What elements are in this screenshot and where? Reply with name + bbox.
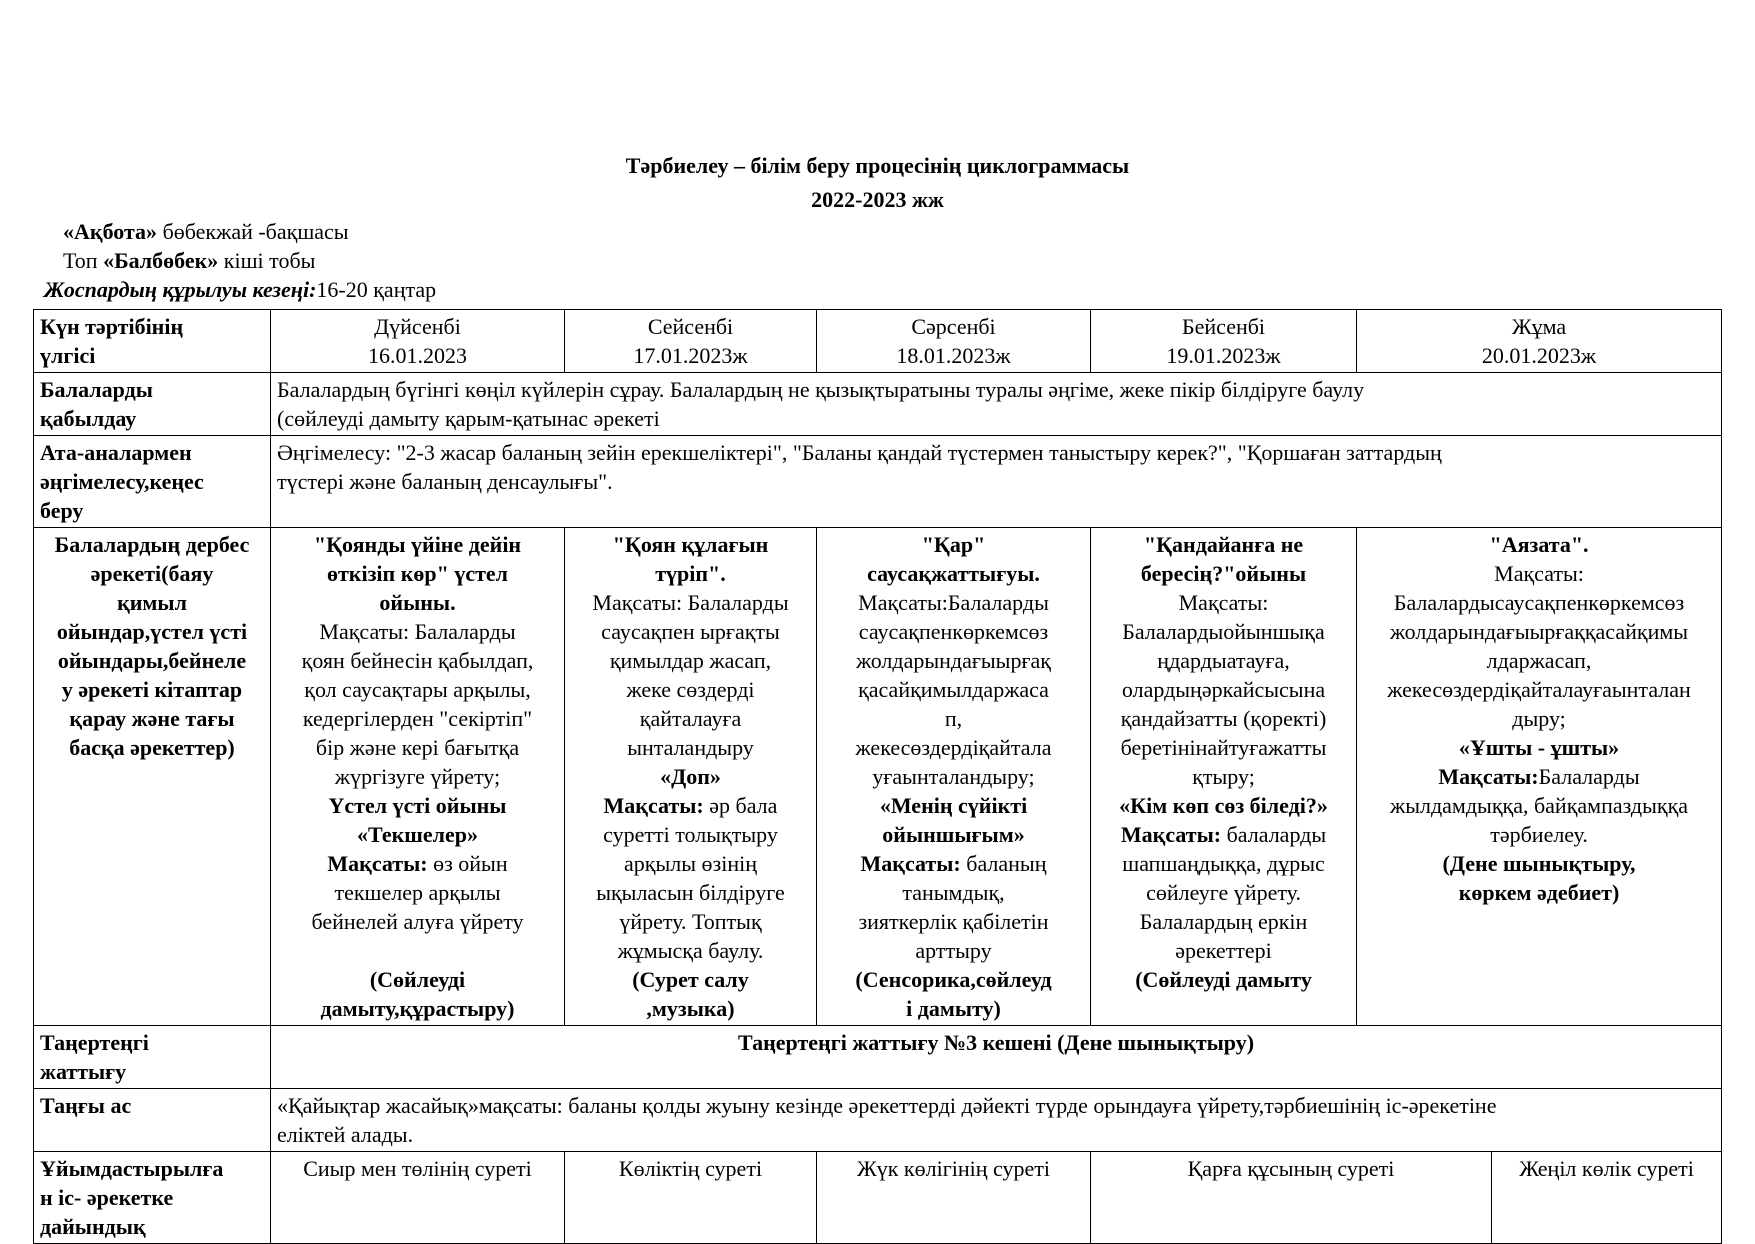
group-name: «Балбөбек» [103,248,219,273]
activity-tuesday [565,528,817,1026]
activity-line: жүргізуге үйрету; [334,764,501,789]
goal-label: Мақсаты: [603,793,704,818]
label-line: ойындары,бейнеле [57,648,247,673]
preparation-row [34,1152,1722,1244]
activity-line: кедергілерден "секіртіп" [302,706,533,731]
period-line [44,277,436,303]
activity-line: олардыңәркайсысына [1121,677,1326,702]
day-name: Жұма [1511,314,1567,339]
day-date: 17.01.2023ж [633,343,748,368]
kindergarten-type: бөбекжай -бақшасы [157,219,349,244]
activity-line: қоян бейнесін қабылдап, [301,648,534,673]
activity-line: Мақсаты:Балаларды [858,590,1049,615]
activity-area: (Сөйлеуді [369,967,466,992]
routine-corner-cell [34,310,271,373]
activity-line: жекесөздердіқайтала [855,735,1052,760]
parents-label [34,436,271,528]
goal-text: өз ойын [427,851,508,876]
preparation-tuesday: Көліктің суреті [565,1152,817,1244]
activity-line: зияткерлік қабілетін [858,909,1049,934]
day-date: 20.01.2023ж [1481,343,1597,368]
label-line: қабылдау [40,406,137,431]
activity-area: (Сенсорика,сөйлеуд [855,967,1052,992]
label-line: Балалардың дербес [54,532,250,557]
goal-line [1097,820,1350,849]
day-name: Сейсенбі [647,314,734,339]
activity-line: Мақсаты: [1494,561,1584,586]
activity-line: жұмысқа баулу. [617,938,764,963]
activity-title: "Қоянды үйіне дейін [313,532,522,557]
independent-activity-row [34,528,1722,1026]
activity-line: уғаынталандыру; [872,764,1035,789]
activity-area: көркем әдебиет) [1458,880,1620,905]
label-line: әңгімелесу,кеңес [40,469,204,494]
activity-title: ойыны. [379,590,456,615]
activity-line: қасайқимылдаржаса [858,677,1049,702]
activity-title: "Қоян құлағын [612,532,769,557]
activity-title: "Аязата". [1489,532,1589,557]
activity-line: қайталауға [639,706,742,731]
activity-line: жеке сөздерді [626,677,755,702]
label-line: әрекеті(баяу [90,561,214,586]
label-line: Ұйымдастырылға [40,1156,224,1181]
label-line: н іс- әрекетке [40,1185,174,1210]
preparation-label [34,1152,271,1244]
activity-wednesday [817,528,1091,1026]
period-label: Жоспардың құрылуы кезеңі: [44,277,317,302]
preparation-friday: Жеңіл көлік суреті [1492,1152,1722,1244]
activity-line: қандайзатты (қоректі) [1120,706,1327,731]
label-line: қимыл [117,590,187,615]
activity-line: текшелер арқылы [334,880,501,905]
reception-row [34,373,1722,436]
preparation-thursday: Қарға құсының суреті [1091,1152,1492,1244]
activity-title: «Менің сүйікті [879,793,1028,818]
goal-text: Балаларды [1538,764,1640,789]
day-name: Сәрсенбі [911,314,996,339]
label-line: Балаларды [40,377,153,402]
reception-label [34,373,271,436]
activity-line: арттыру [915,938,992,963]
activity-area: (Дене шынықтыру, [1442,851,1636,876]
day-date: 16.01.2023 [368,343,467,368]
days-header-row [34,310,1722,373]
label-line: басқа әрекеттер) [69,735,235,760]
day-header-friday [1357,310,1722,373]
activity-title: түріп". [655,561,726,586]
document-year: 2022-2023 жж [811,187,944,212]
activity-title: "Қар" [921,532,986,557]
goal-label: Мақсаты: [860,851,961,876]
reception-text [271,373,1722,436]
day-date: 18.01.2023ж [896,343,1011,368]
day-date: 19.01.2023ж [1166,343,1281,368]
activity-title: саусақжаттығуы. [867,561,1040,586]
activity-line: дыру; [1512,706,1566,731]
activity-line: қол саусақтары арқылы, [304,677,531,702]
label-line: беру [40,498,84,523]
day-name: Бейсенбі [1181,314,1266,339]
activity-title: "Қандайанға не [1143,532,1304,557]
preparation-monday: Сиыр мен төлінің суреті [271,1152,565,1244]
kindergarten-line [63,219,349,245]
schedule-table [33,309,1722,1244]
activity-line: ңдардыатауға, [1157,648,1290,673]
text-line: еліктей алады. [277,1122,414,1147]
breakfast-row [34,1089,1722,1152]
text-line: (сөйлеуді дамыту қарым-қатынас әрекеті [277,406,660,431]
activity-line: Мақсаты: [1178,590,1269,615]
activity-title: ойыншығым» [882,822,1025,847]
goal-text: әр бала [703,793,778,818]
activity-line: жолдарындағыырғақ [856,648,1051,673]
activity-line: әрекеттері [1175,938,1272,963]
morning-exercise-row [34,1026,1722,1089]
group-type: кіші тобы [218,248,316,273]
activity-area: і дамыту) [906,996,1001,1021]
goal-label: Мақсаты: [1438,764,1539,789]
activity-line: арқылы өзінің [624,851,757,876]
goal-text: баланың [960,851,1047,876]
goal-label: Мақсаты: [1120,822,1222,847]
activity-line: сөйлеуге үйрету. [1146,880,1301,905]
activity-monday [271,528,565,1026]
morning-exercise-label [34,1026,271,1089]
activity-line: Балалардың еркін [1139,909,1308,934]
activity-line: бейнелей алуға үйрету [311,909,524,934]
activity-title: өткізіп көр" үстел [326,561,509,586]
parents-row [34,436,1722,528]
label-line: қарау және тағы [69,706,235,731]
morning-exercise-text: Таңертеңгі жаттығу №3 кешені (Дене шынықтыру) [271,1026,1722,1089]
label-line: у әрекеті кітаптар [61,677,243,702]
label-line: Таңертеңгі [40,1030,149,1055]
label-line: Ата-аналармен [40,440,192,465]
activity-line: қтыру; [1192,764,1255,789]
label-line: дайындық [40,1214,146,1239]
activity-friday [1357,528,1722,1026]
blank-line [277,936,558,965]
day-header-monday [271,310,565,373]
corner-line: Күн тәртібінің [40,314,184,339]
activity-area: (Сурет салу [632,967,749,992]
activity-line: танымдық, [902,880,1005,905]
preparation-wednesday: Жүк көлігінің суреті [817,1152,1091,1244]
label-line: жаттығу [40,1059,127,1084]
activity-line: Мақсаты: Балаларды [592,590,789,615]
activity-title: «Ұшты - ұшты» [1458,735,1620,760]
activity-line: жылдамдыққа, байқампаздыққа [1390,793,1689,818]
activity-line: шапшаңдыққа, дұрыс [1122,851,1325,876]
activity-line: суретті толықтыру [603,822,778,847]
activity-line: бір және кері бағытқа [315,735,520,760]
text-line: Әңгімелесу: "2-3 жасар баланың зейін ерекшеліктері", "Баланы қандай түстермен таныстыру керек?", "Қоршаған заттардың [277,440,1442,465]
activity-line: ықыласын білдіруге [596,880,785,905]
activity-line: саусақпен ырғақты [601,619,780,644]
activity-line: үйрету. Топтық [619,909,762,934]
activity-area: ,музыка) [646,996,735,1021]
activity-line: Балалардыойыншықа [1122,619,1325,644]
breakfast-label: Таңғы ас [34,1089,271,1152]
text-line: түстері және баланың денсаулығы". [277,469,613,494]
activity-line: беретінінайтуғажатты [1120,735,1327,760]
activity-line: Мақсаты: Балаларды [319,619,516,644]
breakfast-text [271,1089,1722,1152]
activity-line: лдаржасап, [1486,648,1592,673]
activity-area: дамыту,құрастыру) [320,996,515,1021]
activity-line: саусақпенкөркемсөз [858,619,1049,644]
goal-text: балаларды [1221,822,1327,847]
document-title: Тәрбиелеу – білім беру процесінің циклограммасы [625,153,1130,178]
activity-thursday [1091,528,1357,1026]
goal-line [571,791,810,820]
activity-title: «Доп» [660,764,721,789]
period-value: 16-20 қаңтар [316,277,437,302]
activity-line: тәрбиелеу. [1490,822,1588,847]
day-header-thursday [1091,310,1357,373]
label-line: ойындар,үстел үсті [56,619,248,644]
activity-line: жолдарындағыырғаққасайқимы [1389,619,1689,644]
parents-text [271,436,1722,528]
activity-title: бересің?"ойыны [1140,561,1307,586]
activity-area: (Сөйлеуді дамыту [1135,967,1312,992]
day-name: Дүйсенбі [374,314,461,339]
activity-line: п, [944,706,963,731]
goal-line [823,849,1084,878]
activity-title: «Текшелер» [357,822,478,847]
day-header-tuesday [565,310,817,373]
group-line [63,248,315,274]
text-line: Балалардың бүгінгі көңіл күйлерін сұрау. Балалардың не қызықтыратыны туралы әңгіме, жеке пікір білдіруге баулу [277,377,1365,402]
corner-line: үлгісі [40,343,96,368]
independent-activity-label [34,528,271,1026]
activity-line: жекесөздердіқайталауғаынталан [1387,677,1691,702]
activity-line: қимылдар жасап, [609,648,772,673]
text-line: «Қайықтар жасайық»мақсаты: баланы қолды жуыну кезінде әрекеттерді дәйекті түрде орындауға үйрету,тәрбиешінің іс-әрекетіне [277,1093,1497,1118]
activity-title: Үстел үсті ойыны [328,793,507,818]
activity-title: «Кім көп сөз біледі?» [1119,793,1328,818]
goal-line [277,849,558,878]
day-header-wednesday [817,310,1091,373]
kindergarten-name: «Ақбота» [63,219,158,244]
goal-line [1363,762,1715,791]
goal-label: Мақсаты: [327,851,428,876]
activity-line: Балалардысаусақпенкөркемсөз [1393,590,1685,615]
activity-line: ынталандыру [627,735,754,760]
group-prefix: Топ [63,248,104,273]
